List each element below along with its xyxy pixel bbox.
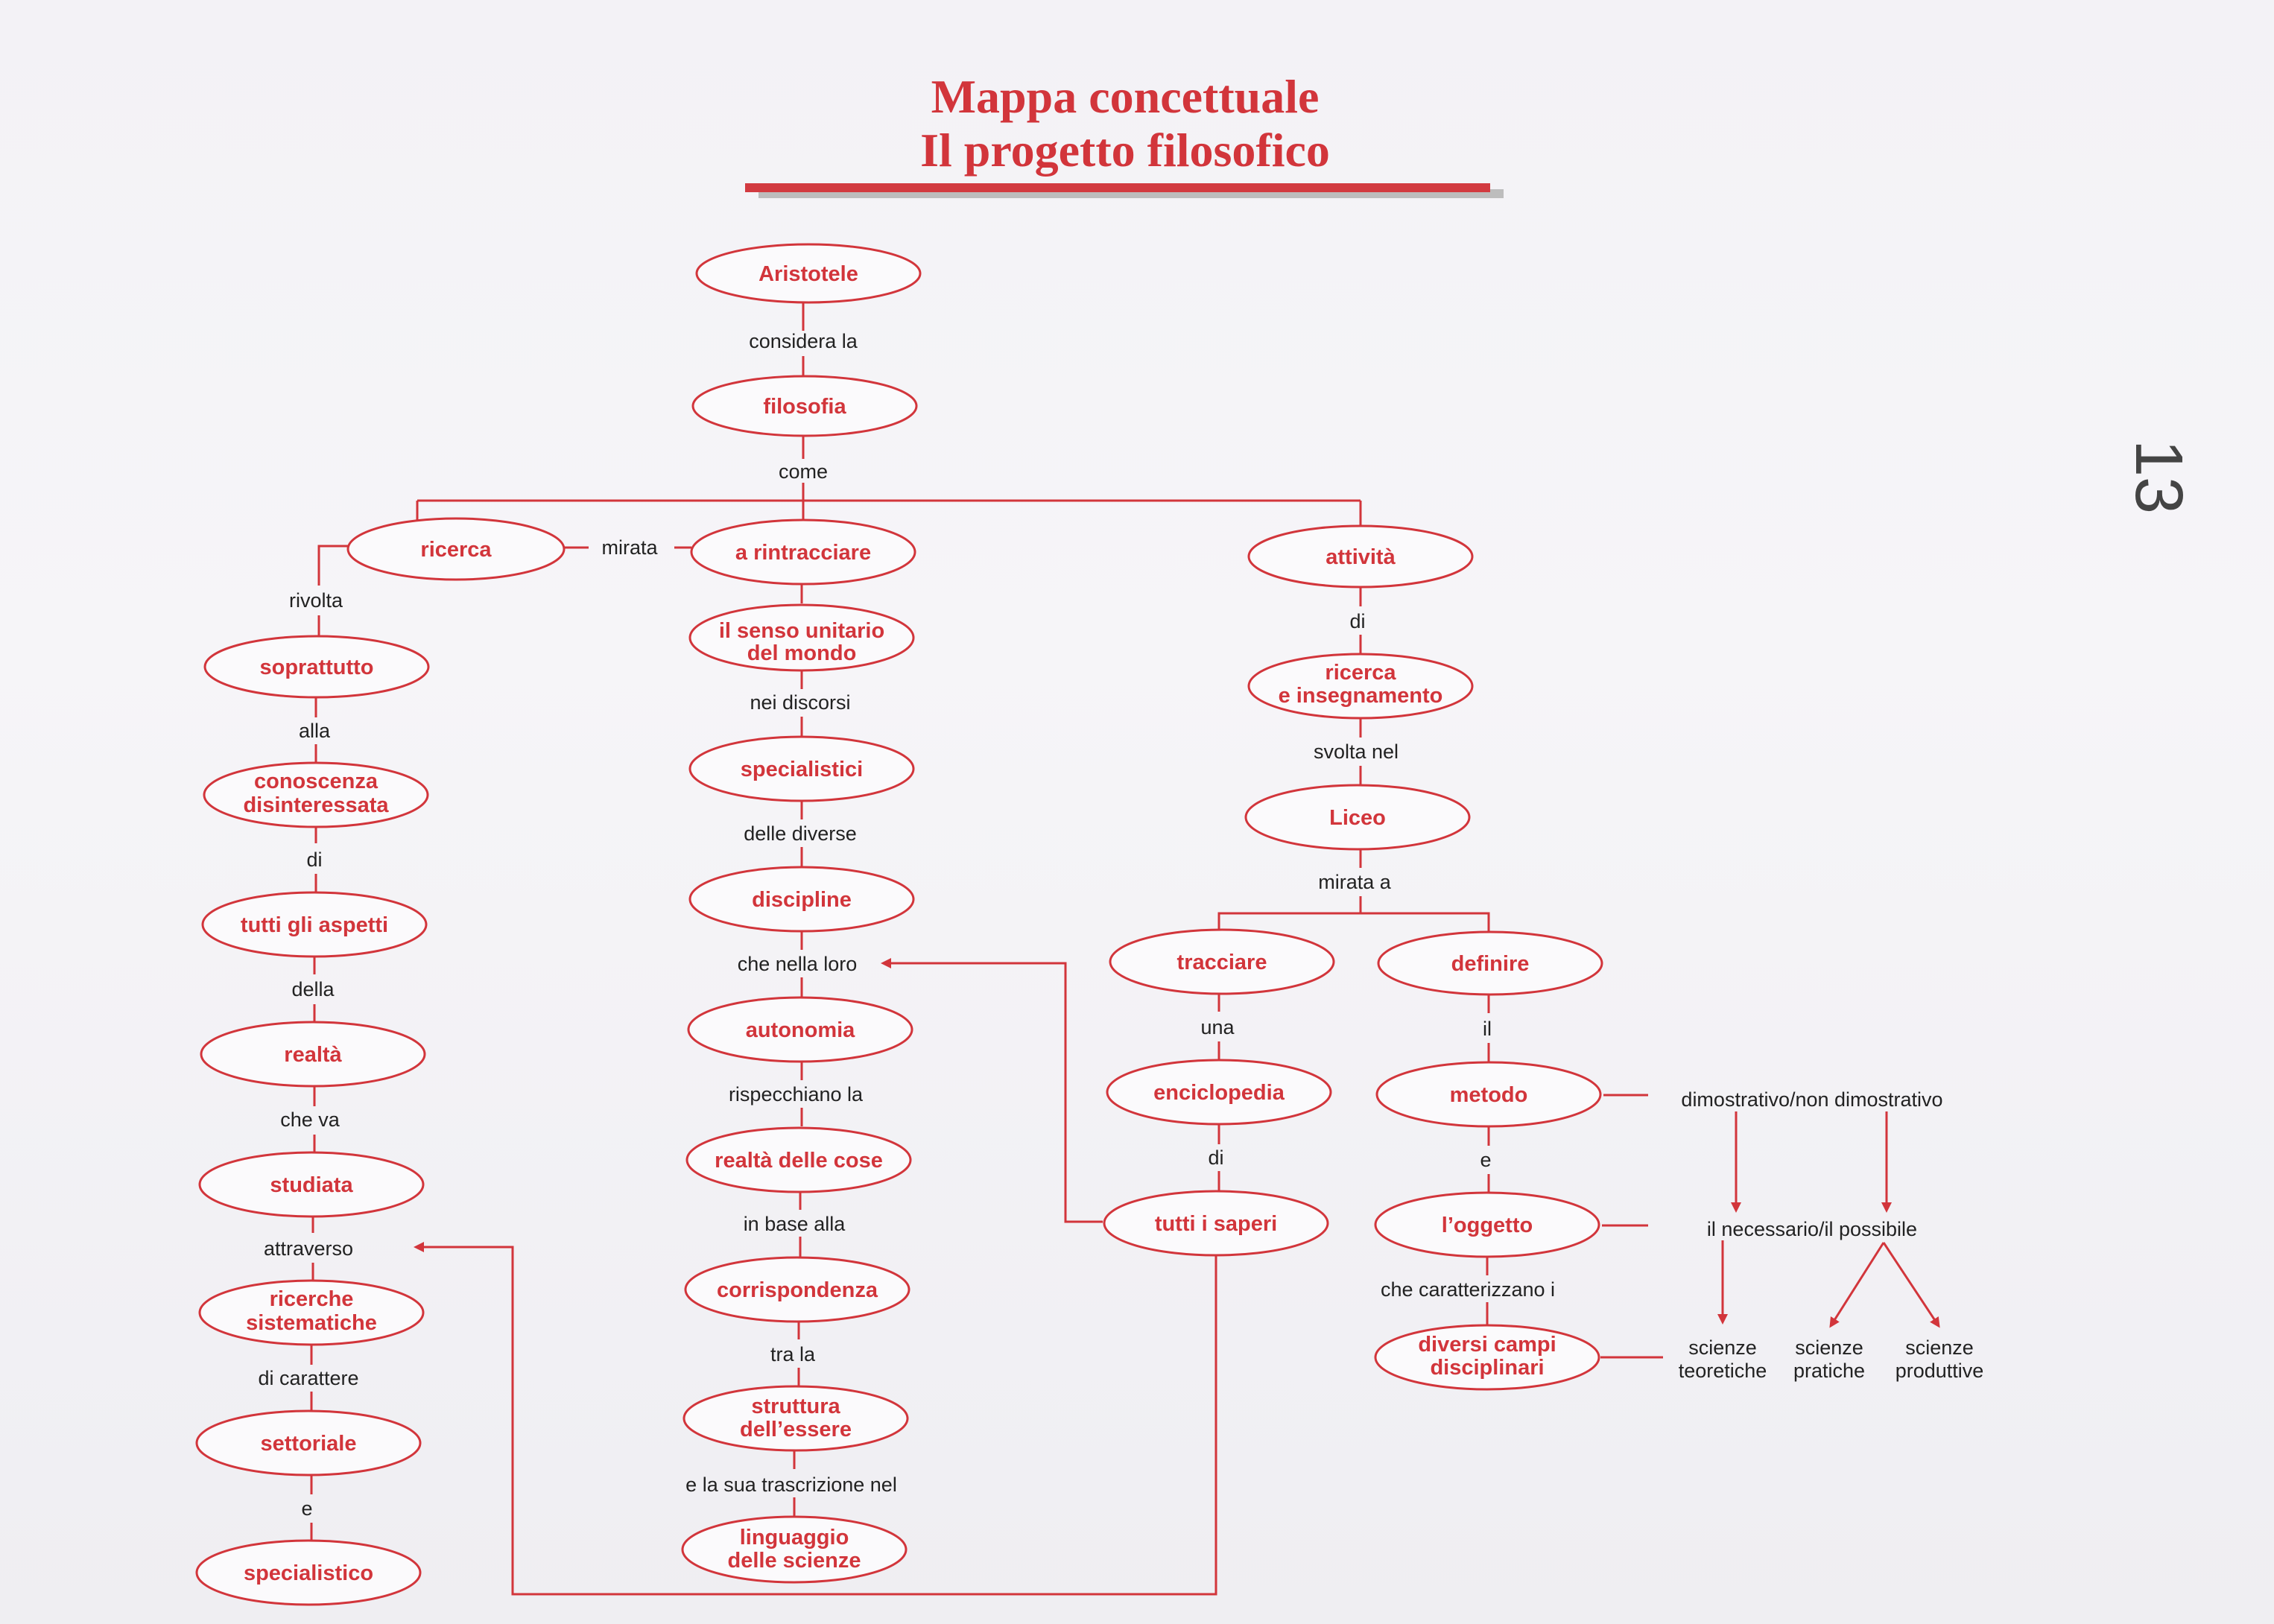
svg-text:l’oggetto: l’oggetto: [1441, 1214, 1533, 1237]
right-labels: [1679, 1088, 1984, 1382]
connector-e: e: [301, 1497, 313, 1520]
node-realta: [201, 1022, 425, 1086]
svg-text:autonomia: autonomia: [745, 1018, 855, 1042]
node-struttura-dell-essere: [684, 1386, 908, 1450]
svg-text:enciclopedia: enciclopedia: [1153, 1081, 1285, 1105]
connector-mirata: mirata: [601, 536, 658, 559]
svg-text:tracciare: tracciare: [1176, 951, 1267, 974]
svg-text:sistematiche: sistematiche: [246, 1311, 377, 1335]
svg-text:Aristotele: Aristotele: [758, 262, 858, 286]
svg-text:diversi campi: diversi campi: [1418, 1333, 1556, 1357]
svg-text:dell’essere: dell’essere: [740, 1418, 852, 1441]
map-subtitle: Il progetto filosofico: [920, 124, 1330, 177]
svg-text:soprattutto: soprattutto: [259, 656, 374, 679]
node-metodo: [1377, 1062, 1600, 1126]
label-necessario-possibile: il necessario/il possibile: [1706, 1218, 1918, 1240]
svg-text:disciplinari: disciplinari: [1430, 1356, 1545, 1380]
connector-nei-discorsi: nei discorsi: [750, 691, 851, 714]
node-tutti-i-saperi: [1104, 1191, 1328, 1255]
node-ricerche-sistematiche: [200, 1281, 423, 1345]
connector-delle-diverse: delle diverse: [744, 822, 857, 845]
node-definire: [1378, 932, 1602, 995]
svg-text:settoriale: settoriale: [260, 1432, 357, 1456]
label-scienze-produttive-1: scienze: [1905, 1336, 1974, 1359]
svg-text:realtà: realtà: [284, 1043, 342, 1067]
svg-text:metodo: metodo: [1449, 1083, 1528, 1107]
connector-caratterizzano: che caratterizzano i: [1380, 1278, 1556, 1301]
label-scienze-pratiche-2: pratiche: [1793, 1360, 1866, 1382]
connector-mirata-a: mirata a: [1318, 871, 1391, 893]
svg-text:ricerca: ricerca: [420, 538, 492, 562]
svg-text:conoscenza: conoscenza: [254, 770, 378, 793]
svg-text:disinteressata: disinteressata: [243, 793, 389, 817]
connector-che-va: che va: [280, 1108, 340, 1131]
svg-text:specialistici: specialistici: [740, 758, 864, 781]
connector-in-base-alla: in base alla: [743, 1213, 846, 1235]
svg-text:ricerche: ricerche: [269, 1287, 354, 1311]
node-senso-unitario: [690, 605, 913, 670]
node-ricerca: [348, 518, 564, 580]
connector-della: della: [291, 978, 335, 1000]
label-scienze-teoretiche-2: teoretiche: [1678, 1360, 1767, 1382]
node-studiata: [200, 1152, 423, 1217]
node-linguaggio-delle-scienze: [682, 1517, 906, 1582]
connector-di-enciclopedia: di: [1208, 1146, 1224, 1169]
connector-come: come: [778, 460, 829, 483]
node-conoscenza-disinteressata: [204, 763, 428, 827]
svg-text:studiata: studiata: [270, 1173, 353, 1197]
connector-attraverso: attraverso: [263, 1237, 354, 1260]
connector-il: il: [1483, 1018, 1492, 1040]
connector-rispecchiano: rispecchiano la: [728, 1083, 864, 1106]
label-scienze-pratiche-1: scienze: [1795, 1336, 1863, 1359]
connector-tra-la: tra la: [770, 1343, 816, 1366]
node-a-rintracciare: [691, 520, 915, 584]
svg-text:ricerca: ricerca: [1325, 661, 1396, 685]
svg-text:struttura: struttura: [751, 1395, 840, 1418]
svg-text:del mondo: del mondo: [747, 641, 857, 665]
node-settoriale: [197, 1411, 420, 1475]
connector-e-oggetto: e: [1480, 1149, 1492, 1171]
svg-text:corrispondenza: corrispondenza: [717, 1278, 878, 1302]
node-attivita: [1249, 526, 1472, 587]
node-specialistico: [197, 1541, 420, 1605]
svg-text:realtà delle cose: realtà delle cose: [715, 1149, 883, 1173]
node-l-oggetto: [1375, 1193, 1599, 1257]
svg-text:tutti gli aspetti: tutti gli aspetti: [240, 913, 389, 937]
connector-considera: considera la: [749, 330, 858, 352]
map-title: Mappa concettuale: [931, 70, 1320, 123]
connector-alla: alla: [298, 720, 331, 742]
connector-trascrizione: e la sua trascrizione nel: [685, 1474, 897, 1496]
label-scienze-teoretiche-1: scienze: [1688, 1336, 1757, 1359]
node-liceo: [1246, 785, 1469, 849]
node-realta-delle-cose: [687, 1128, 910, 1192]
svg-text:specialistico: specialistico: [243, 1561, 374, 1585]
connector-di-carattere: di carattere: [258, 1367, 359, 1389]
node-enciclopedia: [1107, 1060, 1331, 1124]
connector-di-attivita: di: [1349, 610, 1366, 632]
svg-text:linguaggio: linguaggio: [739, 1526, 849, 1550]
svg-text:e insegnamento: e insegnamento: [1278, 684, 1443, 708]
node-specialistici: [690, 737, 913, 801]
node-diversi-campi-disciplinari: [1375, 1325, 1599, 1389]
page-number: 13: [2121, 440, 2196, 515]
connector-che-nella-loro: che nella loro: [737, 953, 858, 975]
svg-text:definire: definire: [1451, 952, 1530, 976]
svg-text:a rintracciare: a rintracciare: [735, 541, 872, 565]
node-filosofia: [693, 376, 916, 436]
node-tutti-gli-aspetti: [203, 892, 426, 957]
node-ricerca-e-insegnamento: [1249, 654, 1472, 718]
svg-text:filosofia: filosofia: [763, 395, 846, 419]
label-scienze-produttive-2: produttive: [1895, 1360, 1984, 1382]
node-corrispondenza: [685, 1257, 909, 1322]
svg-text:tutti i saperi: tutti i saperi: [1154, 1212, 1278, 1236]
svg-text:Liceo: Liceo: [1329, 806, 1386, 830]
label-dimostrativo: dimostrativo/non dimostrativo: [1681, 1088, 1943, 1111]
node-autonomia: [688, 997, 912, 1062]
svg-text:discipline: discipline: [752, 888, 852, 912]
connector-una: una: [1200, 1016, 1235, 1038]
node-soprattutto: [205, 636, 428, 697]
node-discipline: [690, 867, 913, 931]
svg-text:il senso unitario: il senso unitario: [718, 619, 885, 643]
svg-text:attività: attività: [1326, 545, 1396, 569]
connector-di: di: [306, 849, 323, 871]
node-tracciare: [1110, 930, 1334, 994]
node-aristotele: [697, 244, 920, 302]
svg-text:delle scienze: delle scienze: [727, 1549, 861, 1573]
connector-svolta-nel: svolta nel: [1313, 740, 1399, 763]
connector-rivolta: rivolta: [288, 589, 343, 612]
